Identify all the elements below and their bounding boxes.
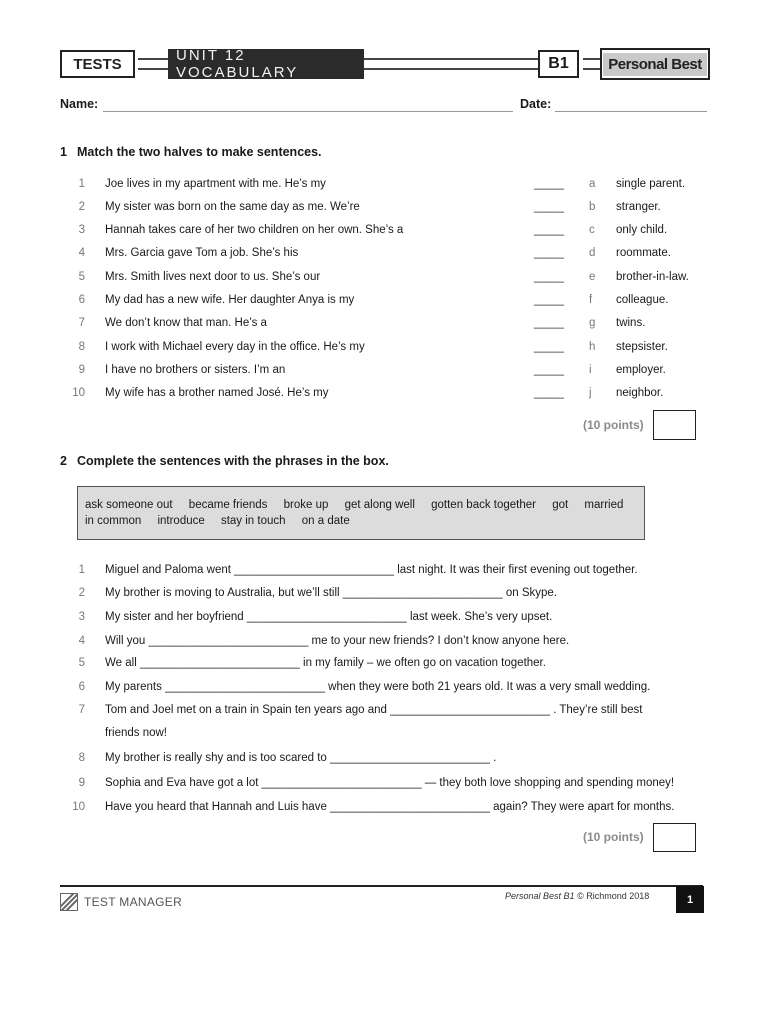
item-number: 4 — [78, 247, 85, 259]
item-sentence: We don’t know that man. He’s a — [105, 317, 267, 329]
match-item — [60, 224, 710, 242]
exercise-1-points: (10 points) — [583, 418, 644, 432]
match-item — [60, 178, 710, 196]
phrase-box — [77, 486, 645, 540]
phrase-option: gotten back together — [431, 499, 536, 511]
option-letter: a — [589, 178, 596, 190]
item-number: 8 — [78, 752, 85, 764]
option-text: colleague. — [616, 294, 669, 306]
match-item — [60, 387, 710, 405]
answer-blank[interactable]: _____ — [534, 341, 564, 353]
date-field[interactable] — [555, 111, 707, 112]
option-letter: i — [589, 364, 592, 376]
phrase-option: on a date — [301, 515, 350, 527]
phrase-option: get along well — [344, 499, 415, 511]
item-sentence[interactable]: Tom and Joel met on a train in Spain ten years ago and _________________________ . They’re still best — [105, 704, 643, 716]
match-item — [60, 364, 710, 382]
page-number: 1 — [676, 886, 704, 913]
item-number: 9 — [78, 364, 85, 376]
option-text: only child. — [616, 224, 668, 236]
item-sentence[interactable]: Miguel and Paloma went _________________________ last night. It was their first evening out together. — [105, 564, 638, 576]
match-item — [60, 317, 710, 335]
option-text: brother-in-law. — [616, 271, 689, 283]
exercise-1-number: 1 — [60, 145, 67, 159]
phrase-option: broke up — [283, 499, 329, 511]
option-text: employer. — [616, 364, 666, 376]
option-letter: d — [589, 247, 596, 259]
phrase-option: got — [552, 499, 569, 511]
phrase-option: in common — [85, 515, 142, 527]
brand-logo — [600, 48, 710, 80]
option-letter: h — [589, 341, 596, 353]
option-letter: g — [589, 317, 596, 329]
option-text: roommate. — [616, 247, 671, 259]
answer-blank[interactable]: _____ — [534, 271, 564, 283]
match-item — [60, 201, 710, 219]
footer-rule — [60, 885, 703, 887]
answer-blank[interactable]: _____ — [534, 247, 564, 259]
phrase-option: ask someone out — [85, 499, 173, 511]
option-text: twins. — [616, 317, 646, 329]
item-sentence: I have no brothers or sisters. I’m an — [105, 364, 286, 376]
test-manager-icon — [60, 893, 78, 911]
exercise-2-number: 2 — [60, 454, 67, 468]
date-label: Date: — [520, 97, 552, 111]
item-sentence: My sister was born on the same day as me. We’re — [105, 201, 360, 213]
item-number: 1 — [78, 564, 85, 576]
item-sentence[interactable]: We all _________________________ in my family – we often go on vacation together. — [105, 657, 546, 669]
option-text: single parent. — [616, 178, 686, 190]
test-manager-label: TEST MANAGER — [84, 895, 183, 909]
item-sentence[interactable]: My parents _________________________ when they were both 21 years old. It was a very small wedding. — [105, 681, 651, 693]
answer-blank[interactable]: _____ — [534, 201, 564, 213]
option-letter: j — [589, 387, 592, 399]
item-sentence: Mrs. Smith lives next door to us. She’s our — [105, 271, 321, 283]
item-number: 5 — [78, 271, 85, 283]
item-number: 10 — [72, 801, 85, 813]
item-number: 2 — [78, 201, 85, 213]
header-rule-bottom-right — [583, 68, 601, 70]
exercise-2-title — [60, 454, 389, 468]
item-number: 6 — [78, 681, 85, 693]
level-badge: B1 — [538, 50, 579, 78]
item-sentence: My dad has a new wife. Her daughter Anya is my — [105, 294, 355, 306]
exercise-1-title — [60, 145, 322, 159]
item-sentence: My wife has a brother named José. He’s my — [105, 387, 329, 399]
exercise-2-instruction: Complete the sentences with the phrases in the box. — [77, 454, 389, 468]
option-letter: b — [589, 201, 596, 213]
name-field[interactable] — [103, 111, 513, 112]
tests-label: TESTS — [60, 50, 135, 78]
item-sentence-continued: friends now! — [105, 727, 168, 739]
item-number: 9 — [78, 777, 85, 789]
item-sentence[interactable]: Will you _________________________ me to your new friends? I don’t know anyone here. — [105, 635, 570, 647]
item-number: 7 — [78, 317, 85, 329]
match-item — [60, 247, 710, 265]
exercise-2-points: (10 points) — [583, 830, 644, 844]
item-number: 5 — [78, 657, 85, 669]
match-item — [60, 271, 710, 289]
exercise-1-score-box[interactable] — [653, 410, 696, 440]
name-label: Name: — [60, 97, 99, 111]
match-item — [60, 294, 710, 312]
item-sentence: Mrs. Garcia gave Tom a job. She’s his — [105, 247, 299, 259]
item-number: 3 — [78, 611, 85, 623]
phrase-option: married — [584, 499, 624, 511]
match-item — [60, 341, 710, 359]
phrase-option: stay in touch — [220, 515, 286, 527]
item-sentence[interactable]: My brother is moving to Australia, but we’ll still _________________________ on Skype. — [105, 587, 557, 599]
item-sentence: Hannah takes care of her two children on her own. She’s a — [105, 224, 404, 236]
option-text: stranger. — [616, 201, 661, 213]
answer-blank[interactable]: _____ — [534, 178, 564, 190]
answer-blank[interactable]: _____ — [534, 317, 564, 329]
item-sentence[interactable]: Sophia and Eva have got a lot _________________________ — they both love shopping and spending money! — [105, 777, 675, 789]
item-number: 7 — [78, 704, 85, 716]
phrase-option: became friends — [188, 499, 268, 511]
copyright — [505, 891, 649, 901]
phrase-option: introduce — [157, 515, 205, 527]
item-number: 3 — [78, 224, 85, 236]
unit-title: UNIT 12 VOCABULARY — [168, 49, 364, 79]
item-sentence[interactable]: Have you heard that Hannah and Luis have _________________________ again? They were apart for months. — [105, 801, 675, 813]
copyright-rest: © Richmond 2018 — [577, 891, 650, 901]
item-number: 6 — [78, 294, 85, 306]
option-text: stepsister. — [616, 341, 668, 353]
brand-name: Personal Best — [603, 53, 707, 76]
item-number: 8 — [78, 341, 85, 353]
item-number: 2 — [78, 587, 85, 599]
exercise-2-score-box[interactable] — [653, 823, 696, 852]
option-letter: e — [589, 271, 596, 283]
item-sentence[interactable]: My brother is really shy and is too scared to _________________________ . — [105, 752, 497, 764]
option-text: neighbor. — [616, 387, 664, 399]
answer-blank[interactable]: _____ — [534, 224, 564, 236]
item-sentence[interactable]: My sister and her boyfriend _________________________ last week. She’s very upset. — [105, 611, 553, 623]
answer-blank[interactable]: _____ — [534, 387, 564, 399]
test-manager-logo — [60, 893, 182, 911]
item-number: 1 — [78, 178, 85, 190]
answer-blank[interactable]: _____ — [534, 364, 564, 376]
exercise-1-instruction: Match the two halves to make sentences. — [77, 145, 322, 159]
item-number: 10 — [72, 387, 85, 399]
option-letter: f — [589, 294, 593, 306]
item-sentence: I work with Michael every day in the office. He’s my — [105, 341, 365, 353]
item-sentence: Joe lives in my apartment with me. He’s my — [105, 178, 326, 190]
answer-blank[interactable]: _____ — [534, 294, 564, 306]
header-rule-top-right — [583, 58, 601, 60]
option-letter: c — [589, 224, 595, 236]
item-number: 4 — [78, 635, 85, 647]
copyright-title: Personal Best B1 — [505, 891, 575, 901]
